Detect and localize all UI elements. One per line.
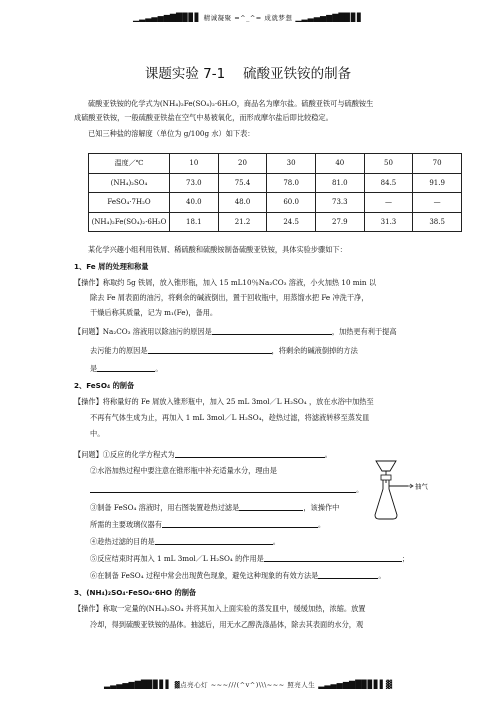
table-cell: 60.0	[267, 193, 316, 213]
answer-blank[interactable]	[264, 553, 402, 562]
question-text: ，将剩余的碱液倒掉的方法	[271, 346, 358, 355]
question-text: 是	[90, 364, 98, 373]
table-header-cell: 10	[170, 154, 219, 174]
question-text: ；	[401, 554, 410, 563]
question-text: ⑥在制备 FeSO₄ 过程中常会出现黄色现象，避免这种现象的有效方法是	[90, 571, 319, 580]
table-cell: 38.5	[413, 212, 462, 232]
table-cell: 21.2	[218, 212, 267, 232]
table-row	[89, 173, 462, 193]
question-text: 。	[317, 520, 326, 529]
intro-line-2: 成硫酸亚铁铵，一般硫酸亚铁盐在空气中易被氧化，而形成摩尔盐后即比较稳定。	[74, 113, 333, 122]
answer-blank[interactable]	[97, 363, 155, 372]
section-2-op-line-1: 【操作】将称量好的 Fe 屑放入锥形瓶中，加入 25 mL 3mol／L H₂SO₄ ，放在水浴中加热至	[74, 397, 374, 406]
answer-blank[interactable]	[239, 502, 303, 511]
answer-blank[interactable]	[212, 326, 332, 335]
section-2-question-6	[90, 570, 386, 581]
section-1-question-line-3	[90, 363, 162, 374]
table-cell: 84.5	[364, 173, 413, 193]
table-cell: FeSO₄·7H₂O	[89, 193, 170, 213]
intro-line-1: 硫酸亚铁铵的化学式为(NH₄)₂Fe(SO₄)₂·6H₂O，商品名为摩尔盐。硫酸亚铁可与硫酸铵生	[88, 99, 374, 108]
title-name: 硫酸亚铁铵的制备	[243, 66, 352, 82]
footer-banner-text: ▓点亮心灯 ~~~///(^v^)\\\~~~ 照亮人生	[174, 680, 316, 689]
section-2-question-3	[90, 502, 339, 513]
question-text: 。	[356, 485, 364, 494]
table-cell: (NH₄)₂SO₄	[89, 173, 170, 193]
question-text: 【问题】①反应的化学方程式为	[74, 450, 175, 459]
question-text: 去污能力的原因是	[90, 346, 148, 355]
table-header-cell: 50	[364, 154, 413, 174]
section-2-op-line-3: 中。	[90, 429, 105, 438]
table-cell: 73.0	[170, 173, 219, 193]
answer-blank[interactable]	[148, 345, 272, 354]
question-text: ③制备 FeSO₄ 溶液时，用右图装置趁热过滤是	[90, 503, 240, 512]
rubber-stopper	[381, 475, 391, 480]
section-3-op-line-2: 冷却，得到硫酸亚铁铵的晶体。抽滤后，用无水乙醇洗涤晶体，除去其表面的水分，观	[90, 620, 364, 629]
table-cell: 48.0	[218, 193, 267, 213]
table-header-cell: 温度／℃	[89, 154, 170, 174]
header-banner	[0, 10, 496, 24]
page-title	[0, 62, 496, 82]
table-header-cell: 30	[267, 154, 316, 174]
intro-line-3: 已知三种盐的溶解度（单位为 g/100g 水）如下表：	[88, 129, 255, 138]
footer-banner-left-blocks: ▂▃▄▅▆▇█▉▊▋▌	[103, 679, 172, 689]
section-2-question-1	[74, 449, 332, 460]
question-text: 。	[272, 537, 280, 546]
section-1-question-line-1	[74, 326, 397, 337]
table-cell: 24.5	[267, 212, 316, 232]
question-text: 【问题】Na₂CO₃ 溶液用以除油污的原因是	[74, 327, 212, 336]
question-text: 所需的主要玻璃仪器有	[90, 520, 162, 529]
table-cell: 73.3	[315, 193, 364, 213]
section-1-op-line-2: 除去 Fe 屑表面的油污，将剩余的碱液倒出，置于回收瓶中，用蒸馏水把 Fe 冲洗干净，	[90, 293, 369, 302]
section-1-heading: 1、Fe 屑的处理和称量	[74, 262, 149, 271]
table-header-cell: 20	[218, 154, 267, 174]
section-1-op-line-1: 【操作】称取约 5g 铁屑，放入锥形瓶，加入 15 mL10％Na₂CO₃ 溶液，小火加热 10 min 以	[74, 278, 377, 287]
question-text: ④趁热过滤的目的是	[90, 537, 155, 546]
table-cell: 91.9	[413, 173, 462, 193]
table-cell: 40.0	[170, 193, 219, 213]
funnel-icon	[376, 461, 396, 471]
table-cell: 78.0	[267, 173, 316, 193]
title-number: 课题实验 7-1	[144, 66, 226, 82]
table-cell: 81.0	[315, 173, 364, 193]
question-text: ⑤反应结束时再加入 1 mL 3mol／L H₂SO₄ 的作用是	[90, 554, 264, 563]
table-cell: —	[413, 193, 462, 213]
question-text: 。	[324, 450, 332, 459]
section-3-op-line-1: 【操作】称取一定量的(NH₄)₂SO₄ 并将其加入上面实验的蒸发皿中，缓缓加热，浓缩。放置	[74, 604, 366, 613]
table-header-row	[89, 154, 462, 174]
table-cell: 18.1	[170, 212, 219, 232]
table-cell: —	[364, 193, 413, 213]
section-2-op-line-2: 不再有气体生成为止，再加入 1 mL 3mol／L H₂SO₄，趁热过滤，将滤液转移至蒸发皿	[90, 413, 370, 422]
section-3-heading: 3、(NH₄)₂SO₄·FeSO₄·6HO 的制备	[74, 588, 197, 597]
question-text: ，加热更有利于提高	[331, 327, 397, 336]
question-text: 。	[155, 364, 163, 373]
section-1-op-line-3: 干燥后称其质量，记为 m₁(Fe)，备用。	[90, 308, 218, 317]
table-header-cell: 70	[413, 154, 462, 174]
table-row	[89, 193, 462, 213]
table-header-cell: 40	[315, 154, 364, 174]
section-2-question-3-cont	[90, 519, 325, 530]
header-banner-right-blocks: ▁▂▃▄▅▆▇█▉▊▋	[295, 12, 364, 22]
header-banner-text: 精诚凝聚 =^_^= 成就梦想	[203, 13, 293, 22]
answer-blank[interactable]	[175, 449, 325, 458]
steps-intro: 某化学兴趣小组利用铁屑、稀硫酸和硫酸铵制备硫酸亚铁铵，具体实验步骤如下：	[88, 245, 347, 254]
table-cell: 75.4	[218, 173, 267, 193]
suction-filtration-apparatus	[372, 453, 442, 523]
section-2-heading: 2、FeSO₄ 的制备	[74, 381, 135, 390]
section-2-question-4	[90, 536, 280, 547]
footer-banner	[0, 677, 496, 691]
answer-blank[interactable]	[318, 570, 378, 579]
answer-blank[interactable]	[90, 484, 356, 493]
question-text: 。	[378, 571, 386, 580]
answer-blank[interactable]	[162, 519, 318, 528]
table-cell: 27.9	[315, 212, 364, 232]
header-banner-left-blocks: ▁▂▃▄▅▆▇█▉▊▋	[132, 12, 201, 22]
table-row	[89, 212, 462, 232]
section-2-question-5	[90, 553, 409, 564]
section-2-question-2: ②水浴加热过程中要注意在锥形瓶中补充适量水分，理由是	[90, 466, 277, 475]
table-cell: 31.3	[364, 212, 413, 232]
footer-banner-right-blocks: ▂▃▄▅▆▇█▉▊▋▌▓	[318, 679, 393, 689]
section-1-question-line-2	[90, 345, 358, 356]
apparatus-label: 抽气	[415, 482, 428, 491]
section-2-question-2-answer	[90, 484, 363, 495]
table-cell: (NH₄)₂Fe(SO₄)₂·6H₂O	[89, 212, 170, 232]
question-text: ，该操作中	[303, 503, 340, 512]
answer-blank[interactable]	[155, 536, 273, 545]
solubility-table	[88, 153, 462, 232]
